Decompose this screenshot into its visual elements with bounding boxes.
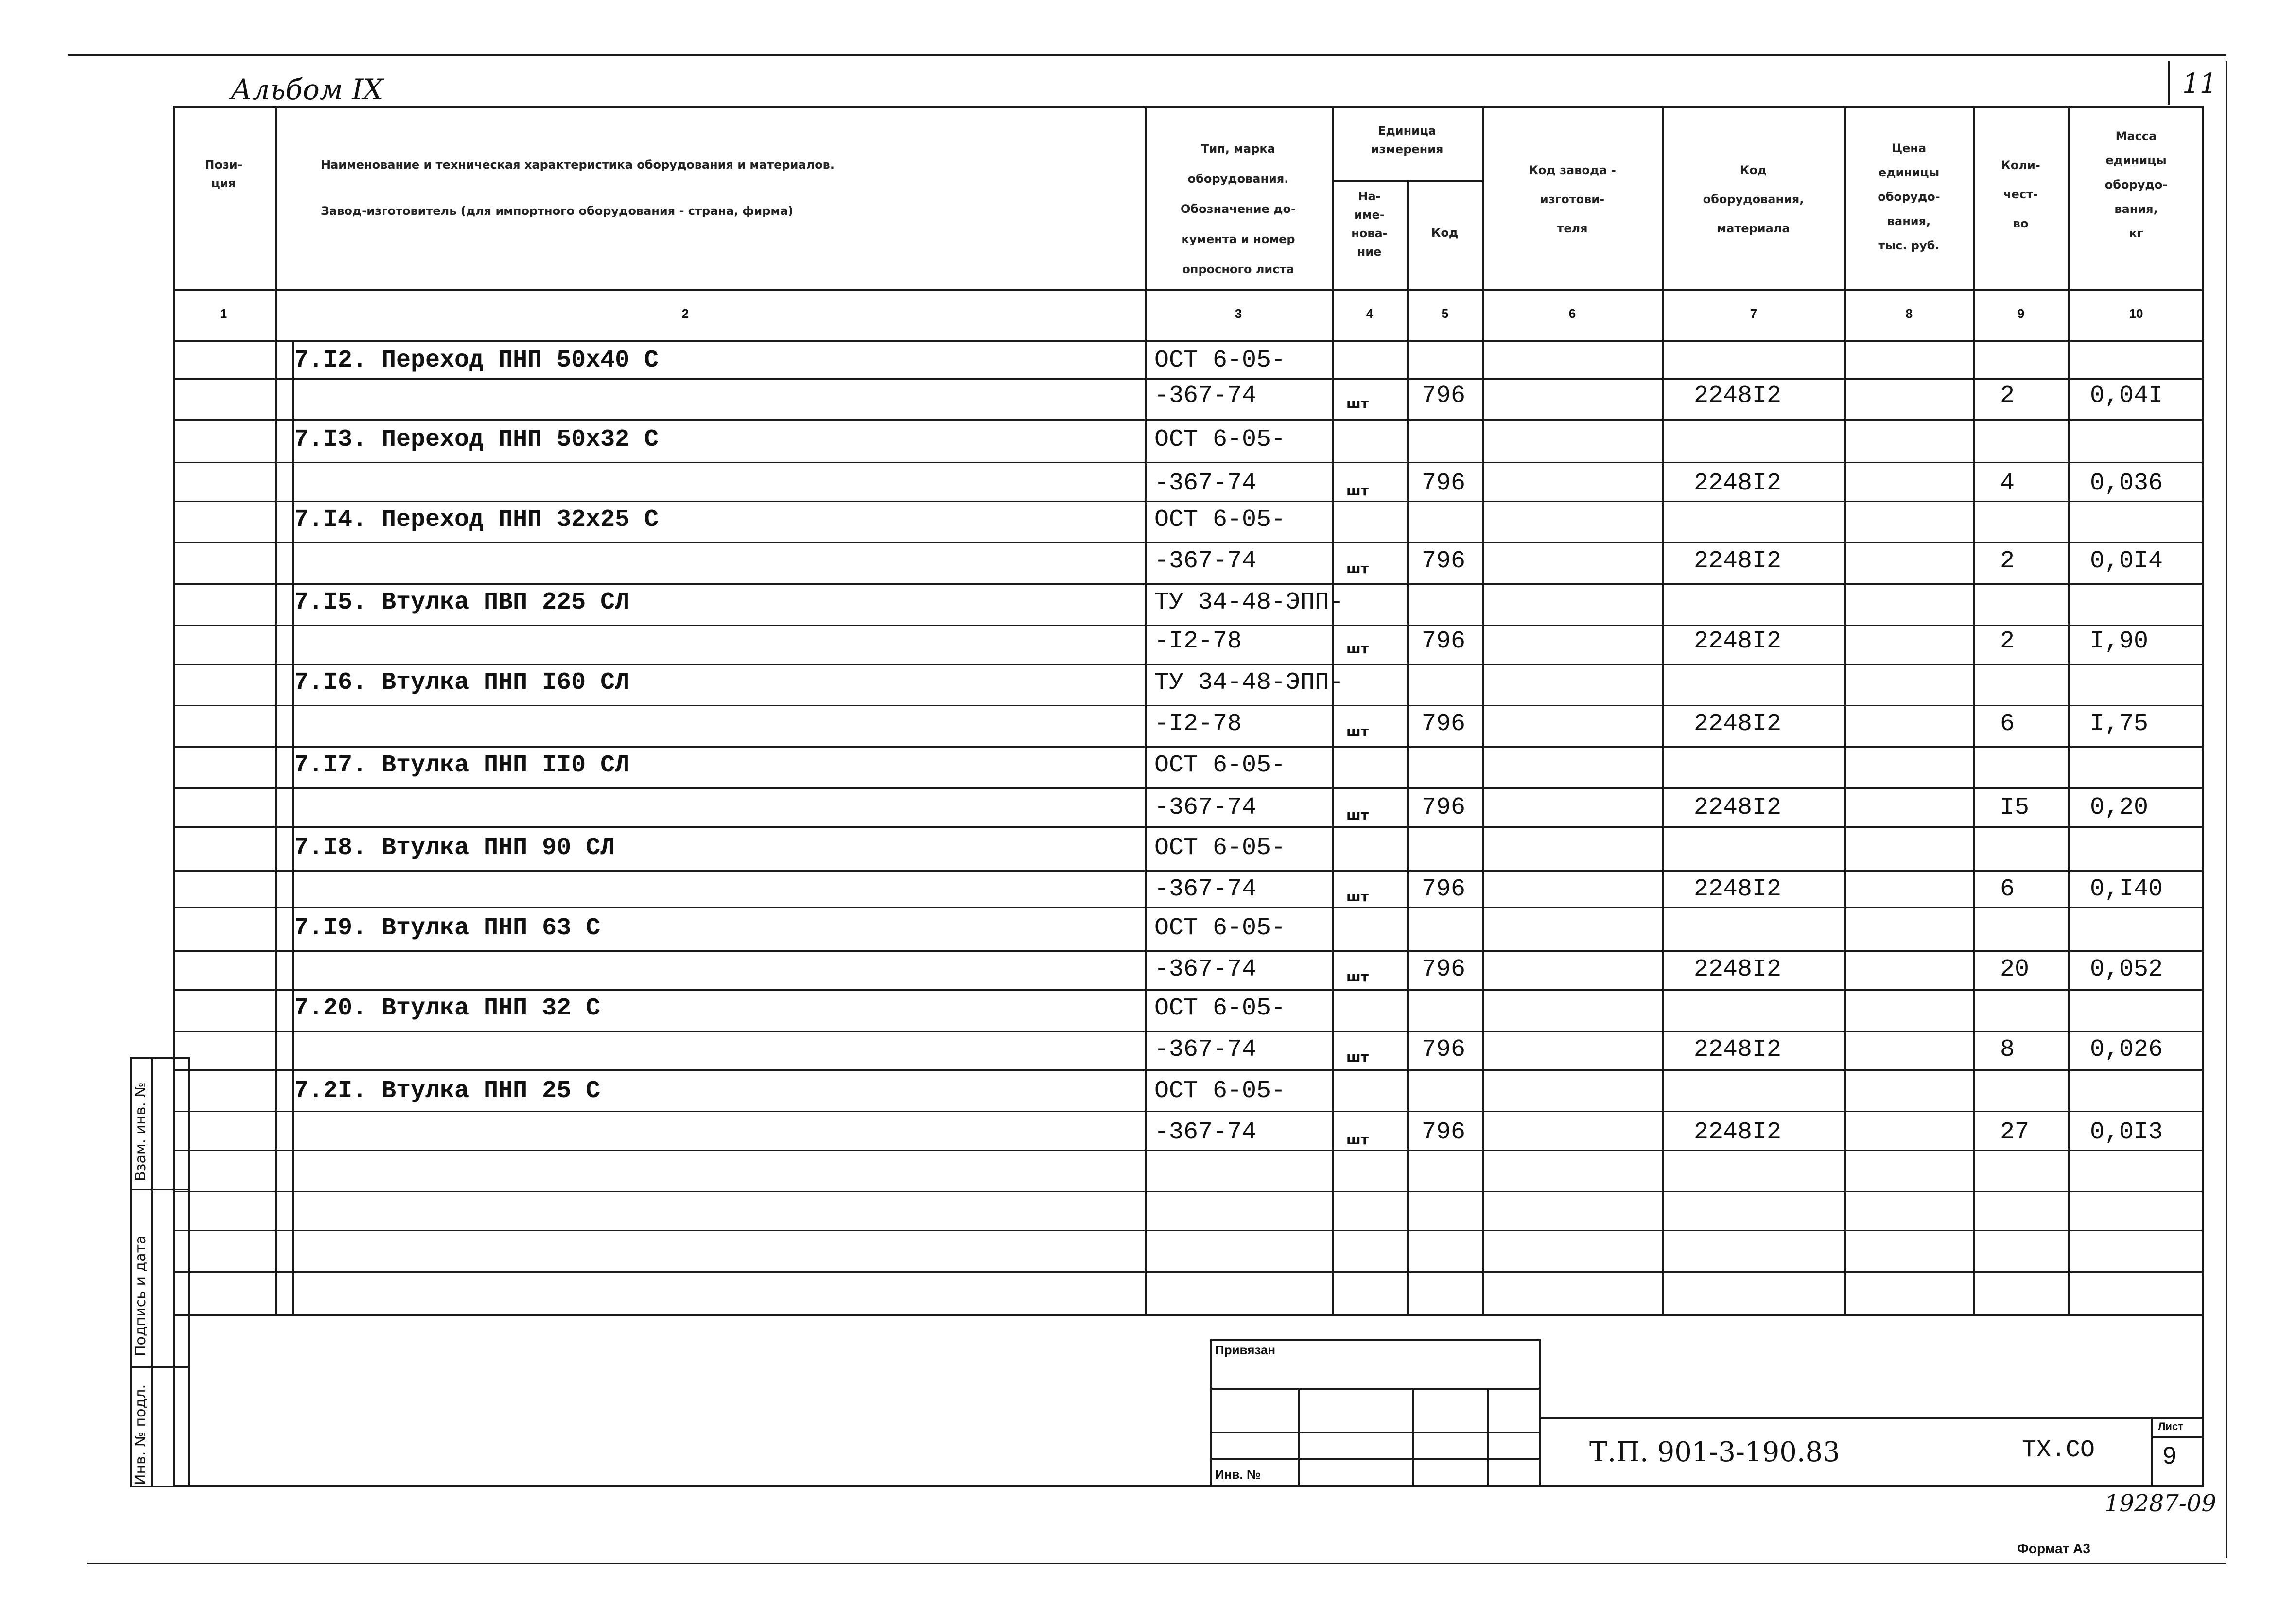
privyazan-line-2	[1210, 1432, 1541, 1433]
col-line-5	[1482, 106, 1484, 1316]
item-unit: шт	[1346, 483, 1369, 499]
privyazan-v-3	[1487, 1388, 1489, 1487]
item-unit: шт	[1346, 1132, 1369, 1148]
col-line-9	[2068, 106, 2070, 1316]
colnum-2: 2	[681, 306, 689, 321]
row-line	[173, 1271, 2204, 1273]
row-line	[173, 664, 2204, 665]
colnum-8: 8	[1905, 306, 1913, 321]
row-line	[173, 870, 2204, 872]
item-mass: 0,04I	[2090, 382, 2163, 410]
item-material-code: 2248I2	[1694, 382, 1782, 410]
item-unit-code: 796	[1422, 875, 1466, 903]
item-unit-code: 796	[1422, 956, 1466, 983]
item-doc: -I2-78	[1154, 710, 1242, 738]
row-line	[173, 907, 2204, 908]
col-line-6	[1662, 106, 1664, 1316]
item-unit-code: 796	[1422, 1119, 1466, 1146]
item-unit-code: 796	[1422, 710, 1466, 738]
unit-group-line	[1332, 180, 1482, 182]
item-doc: -367-74	[1154, 875, 1257, 903]
row-line	[173, 826, 2204, 828]
item-unit-code: 796	[1422, 794, 1466, 821]
item-material-code: 2248I2	[1694, 710, 1782, 738]
row-line	[173, 1031, 2204, 1032]
header-unit-group: Единица измерения	[1371, 124, 1444, 156]
item-quantity: 27	[2000, 1119, 2030, 1146]
header-quantity: Коли- чест- во	[2001, 158, 2040, 230]
row-line	[173, 1191, 2204, 1192]
item-mass: I,90	[2090, 628, 2149, 655]
item-mass: 0,026	[2090, 1036, 2163, 1064]
binding-div-2	[130, 1366, 190, 1368]
item-name: 7.I2. Переход ПНП 50х40 С	[294, 347, 659, 374]
col-line-3	[1332, 106, 1334, 1316]
item-unit-code: 796	[1422, 628, 1466, 655]
row-line	[173, 1069, 2204, 1071]
sheet-box-divider	[2151, 1436, 2204, 1438]
header-name-line1: Наименование и техническая характеристика оборудования и материалов.	[321, 158, 835, 172]
item-doc: -I2-78	[1154, 628, 1242, 655]
item-material-code: 2248I2	[1694, 628, 1782, 655]
item-unit: шт	[1346, 807, 1369, 823]
item-unit-code: 796	[1422, 547, 1466, 575]
binding-inner	[151, 1057, 153, 1487]
item-mass: 0,0I4	[2090, 547, 2163, 575]
item-doc: -367-74	[1154, 794, 1257, 821]
item-name: 7.2I. Втулка ПНП 25 С	[294, 1077, 601, 1105]
item-mass: I,75	[2090, 710, 2149, 738]
item-unit: шт	[1346, 969, 1369, 985]
row-line	[173, 746, 2204, 748]
item-quantity: 8	[2000, 1036, 2015, 1064]
row-line	[173, 1150, 2204, 1151]
item-name: 7.I8. Втулка ПНП 90 СЛ	[294, 834, 615, 862]
colnum-3: 3	[1235, 306, 1242, 321]
colnum-4: 4	[1366, 306, 1374, 321]
item-unit-code: 796	[1422, 1036, 1466, 1064]
item-quantity: I5	[2000, 794, 2030, 821]
item-material-code: 2248I2	[1694, 547, 1782, 575]
row-line	[173, 1230, 2204, 1231]
col-line-2	[1145, 106, 1147, 1316]
colnum-7: 7	[1750, 306, 1757, 321]
header-bottom-line	[173, 289, 2204, 291]
item-doc: ОСТ 6-05-	[1154, 834, 1286, 862]
side-label-vzam: Взам. инв. №	[132, 1082, 149, 1181]
row-line	[173, 787, 2204, 789]
item-quantity: 4	[2000, 470, 2015, 497]
item-doc: ОСТ 6-05-	[1154, 426, 1286, 454]
item-name: 7.I6. Втулка ПНП I60 СЛ	[294, 669, 630, 697]
row-line	[173, 419, 2204, 421]
row-line	[173, 989, 2204, 991]
body-bottom-line	[173, 1314, 2204, 1316]
item-mass: 0,20	[2090, 794, 2149, 821]
header-mass: Масса единицы оборудо- вания, кг	[2105, 129, 2168, 240]
inv-no-label: Инв. №	[1215, 1467, 1261, 1482]
item-material-code: 2248I2	[1694, 470, 1782, 497]
header-material-code: Код оборудования, материала	[1703, 163, 1804, 235]
privyazan-block	[1210, 1339, 1541, 1487]
privyazan-line-1	[1210, 1388, 1541, 1390]
row-line	[173, 378, 2204, 380]
item-unit-code: 796	[1422, 382, 1466, 410]
row-line	[173, 950, 2204, 952]
item-unit: шт	[1346, 395, 1369, 411]
privyazan-v-1	[1298, 1388, 1300, 1487]
row-line	[173, 462, 2204, 463]
item-quantity: 2	[2000, 382, 2015, 410]
colnum-9: 9	[2017, 306, 2025, 321]
item-name: 7.I4. Переход ПНП 32х25 С	[294, 506, 659, 534]
header-type: Тип, марка оборудования. Обозначение до- кумента и номер опросного листа	[1181, 142, 1296, 276]
item-mass: 0,0I3	[2090, 1119, 2163, 1146]
item-quantity: 2	[2000, 547, 2015, 575]
colnum-5: 5	[1441, 306, 1449, 321]
item-mass: 0,052	[2090, 956, 2163, 983]
colnum-10: 10	[2129, 306, 2143, 321]
item-material-code: 2248I2	[1694, 875, 1782, 903]
header-name-line2: Завод-изготовитель (для импортного оборудования - страна, фирма)	[321, 204, 794, 218]
item-doc: -367-74	[1154, 547, 1257, 575]
header-factory-code: Код завода - изготови- теля	[1529, 163, 1616, 235]
colnum-bottom-line	[173, 340, 2204, 342]
item-doc: ТУ 34-48-ЭПП-	[1154, 589, 1344, 616]
item-doc: -367-74	[1154, 382, 1257, 410]
row-line	[173, 1111, 2204, 1112]
item-material-code: 2248I2	[1694, 1119, 1782, 1146]
item-mass: 0,I40	[2090, 875, 2163, 903]
privyazan-label: Привязан	[1215, 1343, 1276, 1357]
item-doc: ОСТ 6-05-	[1154, 506, 1286, 534]
colnum-1: 1	[220, 306, 227, 321]
item-doc: -367-74	[1154, 470, 1257, 497]
page-number: 11	[2182, 68, 2217, 100]
item-name: 7.I7. Втулка ПНП II0 СЛ	[294, 752, 630, 779]
archive-number: 19287-09	[2105, 1490, 2216, 1517]
row-line	[173, 501, 2204, 502]
sheet-box-line	[2151, 1417, 2153, 1487]
page-number-box-line	[2168, 61, 2170, 105]
col-line-7	[1844, 106, 1846, 1316]
item-quantity: 6	[2000, 875, 2015, 903]
row-line	[173, 542, 2204, 543]
item-unit: шт	[1346, 1049, 1369, 1065]
sheet-label: Лист	[2158, 1420, 2183, 1433]
col-line-name-inner	[292, 340, 294, 1316]
privyazan-v-2	[1412, 1388, 1414, 1487]
item-doc: -367-74	[1154, 1119, 1257, 1146]
header-price: Цена единицы оборудо- вания, тыс. руб.	[1878, 141, 1940, 252]
row-line	[173, 705, 2204, 706]
privyazan-line-3	[1210, 1458, 1541, 1460]
header-unit-name: На- име- нова- ние	[1351, 190, 1388, 259]
item-doc: ОСТ 6-05-	[1154, 914, 1286, 942]
col-line-8	[1973, 106, 1975, 1316]
col-line-4	[1407, 180, 1409, 1316]
item-quantity: 20	[2000, 956, 2030, 983]
item-doc: -367-74	[1154, 1036, 1257, 1064]
item-quantity: 2	[2000, 628, 2015, 655]
item-quantity: 6	[2000, 710, 2015, 738]
project-designation: Т.П. 901-3-190.83	[1589, 1436, 1840, 1468]
format-label: Формат А3	[2017, 1541, 2090, 1556]
col-line-1	[275, 106, 277, 1316]
header-unit-code: Код	[1431, 226, 1459, 240]
item-doc: ОСТ 6-05-	[1154, 752, 1286, 779]
album-label: Альбом IX	[231, 73, 383, 106]
row-line	[173, 625, 2204, 626]
title-block-top	[1541, 1417, 2204, 1419]
item-name: 7.I9. Втулка ПНП 63 С	[294, 914, 601, 942]
item-unit: шт	[1346, 889, 1369, 905]
item-material-code: 2248I2	[1694, 794, 1782, 821]
colnum-6: 6	[1568, 306, 1576, 321]
item-doc: -367-74	[1154, 956, 1257, 983]
item-mass: 0,036	[2090, 470, 2163, 497]
item-doc: ОСТ 6-05-	[1154, 347, 1286, 374]
item-unit: шт	[1346, 560, 1369, 577]
row-line	[173, 583, 2204, 585]
header-position: Пози- ция	[205, 158, 243, 190]
item-doc: ОСТ 6-05-	[1154, 1077, 1286, 1105]
item-doc: ТУ 34-48-ЭПП-	[1154, 669, 1344, 697]
item-unit: шт	[1346, 723, 1369, 739]
side-label-inv-podl: Инв. № подл.	[132, 1384, 149, 1485]
item-unit-code: 796	[1422, 470, 1466, 497]
item-name: 7.I5. Втулка ПВП 225 СЛ	[294, 589, 630, 616]
bottom-rule	[87, 1563, 2226, 1564]
item-unit: шт	[1346, 641, 1369, 657]
binding-div-1	[130, 1189, 190, 1190]
item-name: 7.I3. Переход ПНП 50х32 С	[294, 426, 659, 454]
right-edge-rule	[2226, 61, 2227, 1558]
item-material-code: 2248I2	[1694, 1036, 1782, 1064]
item-material-code: 2248I2	[1694, 956, 1782, 983]
top-rule	[68, 54, 2226, 56]
side-label-podpis: Подпись и дата	[132, 1235, 149, 1356]
item-doc: ОСТ 6-05-	[1154, 995, 1286, 1022]
item-name: 7.20. Втулка ПНП 32 С	[294, 995, 601, 1022]
sheet-number: 9	[2163, 1442, 2176, 1469]
doc-code: ТХ.СО	[2022, 1436, 2095, 1464]
